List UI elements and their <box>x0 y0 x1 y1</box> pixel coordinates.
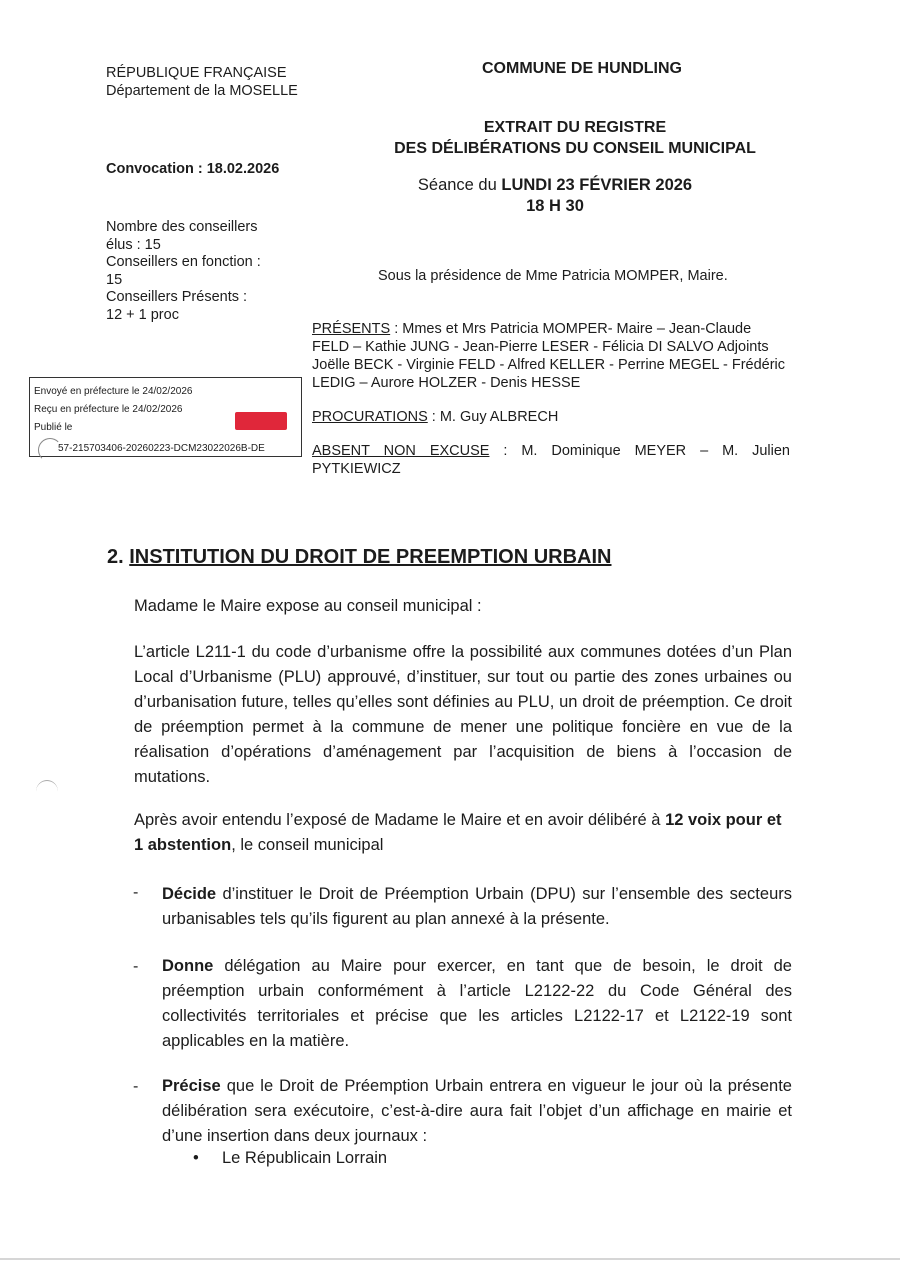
newspaper-item: Le Républicain Lorrain <box>222 1149 388 1167</box>
decision-item <box>162 954 792 1054</box>
register-title-line2: DES DÉLIBÉRATIONS DU CONSEIL MUNICIPAL <box>394 140 756 157</box>
decision-text: délégation au Maire pour exercer, en tant que de besoin, le droit de préemption urbain conformément à l’article L2122-22 du Code Général des collectivités territoriales et précise que les articles L2122-17 et L2122-19 sont applicables en la matière. <box>162 957 792 1050</box>
presents-list <box>312 320 790 392</box>
session-date: LUNDI 23 FÉVRIER 2026 <box>501 176 693 194</box>
procurations-label: PROCURATIONS <box>312 409 428 425</box>
procurations-text: : M. Guy ALBRECH <box>427 409 559 425</box>
convocation-date: Convocation : 18.02.2026 <box>106 161 280 177</box>
session-time: 18 H 30 <box>526 197 584 215</box>
decision-verb: Précise <box>162 1077 221 1095</box>
stamp-recu: Reçu en préfecture le 24/02/2026 <box>34 404 183 415</box>
stamp-logo <box>235 412 287 430</box>
absent-text: : M. Dominique MEYER – M. Julien PYTKIEWICZ <box>312 443 790 477</box>
intro-paragraph: Madame le Maire expose au conseil municipal : <box>134 597 482 615</box>
absent-label: ABSENT NON EXCUSE <box>312 443 490 459</box>
session-prefix: Séance du <box>417 176 502 194</box>
page-bottom-edge <box>0 1258 900 1260</box>
session-info <box>380 175 730 217</box>
section-number: 2. <box>107 546 130 568</box>
count-line: 15 <box>106 271 123 288</box>
section-heading: INSTITUTION DU DROIT DE PREEMPTION URBAIN <box>129 546 612 568</box>
bullet-dot: • <box>193 1149 199 1167</box>
count-line: Conseillers en fonction : <box>106 254 261 270</box>
decision-item <box>162 882 792 932</box>
register-title-line1: EXTRAIT DU REGISTRE <box>483 119 667 136</box>
stamp-publie: Publié le <box>34 422 73 433</box>
presidence-line: Sous la présidence de Mme Patricia MOMPER, Maire. <box>378 268 728 284</box>
decision-item <box>162 1074 792 1149</box>
decision-verb: Décide <box>162 885 217 903</box>
presents-text: : Mmes et Mrs Patricia MOMPER- Maire – Jean-Claude FELD – Kathie JUNG - Jean-Pierre LESER - Félicia DI SALVO Adjoints Joëlle BECK - Virginie FELD - Alfred KELLER - Perrine MEGEL - Frédéric LEDIG – Aurore HOLZER - Denis HESSE <box>312 321 786 391</box>
vote-paragraph <box>134 808 792 858</box>
presents-label: PRÉSENTS <box>312 321 391 337</box>
count-line: 12 + 1 proc <box>106 306 179 323</box>
register-title <box>360 117 790 159</box>
council-counts <box>106 219 261 324</box>
count-line: Nombre des conseillers <box>106 219 258 235</box>
decision-verb: Donne <box>162 957 214 975</box>
count-line: élus : 15 <box>106 236 161 253</box>
list-dash: - <box>133 1078 139 1095</box>
commune-title: COMMUNE DE HUNDLING <box>482 60 682 77</box>
section-title <box>107 546 611 569</box>
republique-label: RÉPUBLIQUE FRANÇAISE <box>106 65 287 81</box>
decision-text: d’instituer le Droit de Préemption Urbain (DPU) sur l’ensemble des secteurs urbanisables tels qu’ils figurent au plan annexé à la présente. <box>162 885 792 928</box>
vote-text-after: , le conseil municipal <box>231 836 384 854</box>
article-paragraph: L’article L211-1 du code d’urbanisme offre la possibilité aux communes dotées d’un Plan Local d’Urbanisme (PLU) approuvé, d’instituer, sur tout ou partie des zones urbaines ou d’urbanisation future, telles qu’elles sont définies au PLU, un droit de préemption. Ce droit de préemption permet à la commune de mener une politique foncière en vue de la réalisation d’opérations d’aménagement par l’acquisition de biens à l’occasion de mutations. <box>134 643 792 786</box>
stamp-id: 57-215703406-20260223-DCM23022026B-DE <box>58 443 265 454</box>
decision-text: que le Droit de Préemption Urbain entrera en vigueur le jour où la présente délibération sera exécutoire, c’est-à-dire aura fait l’objet d’un affichage en mairie et d’une insertion dans deux journaux : <box>162 1077 792 1145</box>
list-dash: - <box>133 958 139 975</box>
absent-list <box>312 442 790 478</box>
stamp-envoye: Envoyé en préfecture le 24/02/2026 <box>34 386 193 397</box>
header-left <box>106 64 298 100</box>
list-dash: - <box>133 884 139 901</box>
procurations <box>312 408 790 426</box>
count-line: Conseillers Présents : <box>106 289 248 305</box>
departement-label: Département de la MOSELLE <box>106 83 298 99</box>
vote-text-before: Après avoir entendu l’exposé de Madame le Maire et en avoir délibéré à <box>134 811 666 829</box>
scan-artifact <box>36 780 58 803</box>
vote-result: 12 voix pour et 1 abstention <box>134 811 782 854</box>
